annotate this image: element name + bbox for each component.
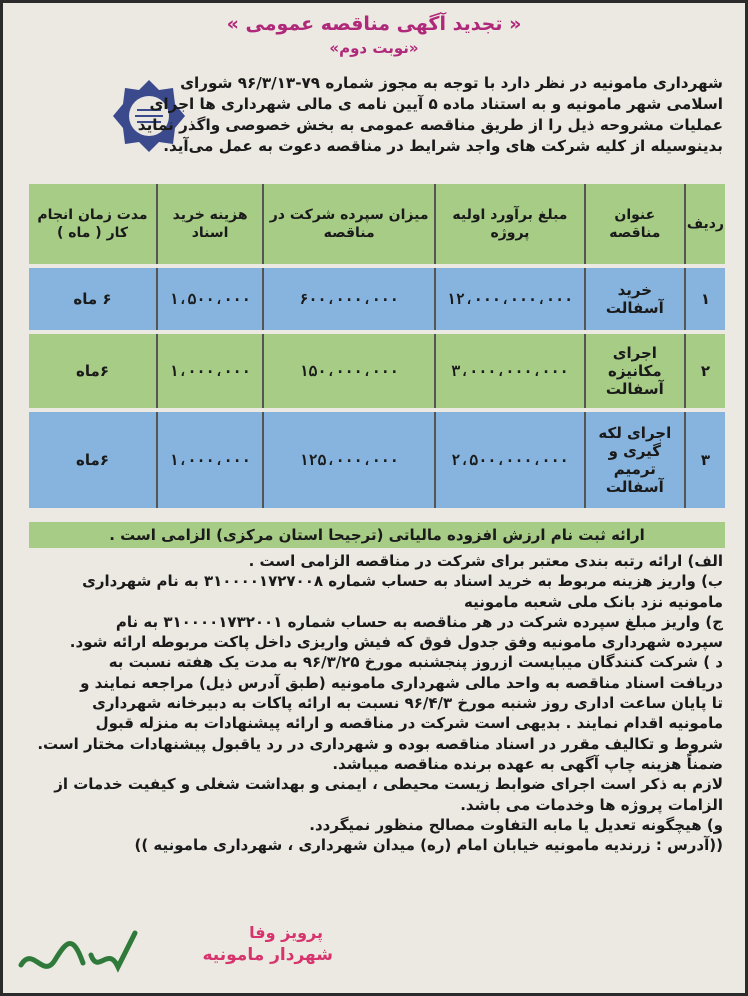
condition-line: ((آدرس : زرندیه مامونیه خیابان امام (ره) میدان شهرداری ، شهرداری مامونیه ))	[134, 836, 723, 855]
notice-title: « تجدید آگهی مناقصه عمومی »	[226, 13, 522, 35]
cell-estimate: ۲،۵۰۰،۰۰۰،۰۰۰	[434, 412, 584, 508]
cell-duration: ۶ ماه	[29, 268, 156, 330]
cell-duration: ۶ماه	[29, 334, 156, 408]
condition-line: ج) واریز مبلغ سپرده شرکت در هر مناقصه به حساب شماره ۳۱۰۰۰۰۱۷۳۲۰۰۱ به نام	[115, 612, 723, 631]
condition-line: دریافت اسناد مناقصه به واحد مالی شهرداری مامونیه (طبق آدرس ذیل) مراجعه نمایند و	[80, 673, 723, 692]
intro-line: بدینوسیله از کلیه شرکت های واجد شرایط در مناقصه دعوت به عمل می‌آید.	[163, 137, 723, 155]
condition-line: سپرده شهرداری مامونیه وفق جدول فوق که فیش واریزی داخل پاکت مربوطه ارائه شود.	[69, 633, 723, 652]
condition-line: د ) شرکت کنندگان میبایست ازروز پنجشنبه مورخ ۹۶/۳/۲۵ به مدت یک هفته نسبت به	[108, 653, 723, 672]
cell-title: اجرای مکانیزه آسفالت	[584, 334, 684, 408]
table-row	[29, 334, 725, 408]
cell-index: ۳	[684, 412, 725, 508]
cell-doc-fee: ۱،۰۰۰،۰۰۰	[156, 412, 262, 508]
intro-paragraph	[137, 73, 723, 157]
signature-block	[103, 923, 333, 989]
intro-line: اسلامی شهر مامونیه و به استناد ماده ۵ آیین نامه ی مالی شهرداری ها اجرای	[149, 95, 723, 113]
tender-table	[29, 180, 725, 512]
condition-line: ب) واریز هزینه مربوط به خرید اسناد به حساب شماره ۳۱۰۰۰۰۱۷۲۷۰۰۸ به نام شهرداری	[82, 572, 723, 591]
signatory-name: پرویز وفا	[249, 923, 323, 942]
vat-note: ارائه ثبت نام ارزش افزوده مالیاتی (ترجیحا استان مرکزی) الزامی است .	[29, 522, 725, 548]
cell-index: ۱	[684, 268, 725, 330]
cell-doc-fee: ۱،۰۰۰،۰۰۰	[156, 334, 262, 408]
intro-line: شهرداری مامونیه در نظر دارد با توجه به مجوز شماره ۷۹-۹۶/۳/۱۳ شورای	[180, 74, 723, 92]
header-estimate: مبلغ برآورد اولیه پروژه	[434, 184, 584, 264]
condition-line: لازم به ذکر است اجرای ضوابط زیست محیطی ، ایمنی و بهداشت شغلی و کیفیت خدمات از	[54, 775, 723, 794]
condition-line: ضمناً هزینه چاپ آگهی به عهده برنده مناقصه میباشد.	[332, 754, 723, 773]
table-row	[29, 268, 725, 330]
notice-header	[3, 3, 745, 57]
handwritten-signature-icon	[13, 925, 143, 985]
cell-title: خرید آسفالت	[584, 268, 684, 330]
header-doc-fee: هزینه خرید اسناد	[156, 184, 262, 264]
condition-line: مامونیه اقدام نمایند . بدیهی است شرکت در مناقصه و ارائه پیشنهادات به منزله قبول	[95, 714, 723, 733]
cell-estimate: ۱۲،۰۰۰،۰۰۰،۰۰۰	[434, 268, 584, 330]
cell-duration: ۶ماه	[29, 412, 156, 508]
header-index: ردیف	[684, 184, 725, 264]
notice-subtitle: «نوبت دوم»	[329, 39, 419, 57]
condition-line: الزامات پروژه ها وخدمات می باشد.	[460, 795, 723, 814]
condition-line: الف) ارائه رتبه بندی معتبر برای شرکت در مناقصه الزامی است .	[248, 552, 723, 570]
condition-line: شروط و تکالیف مقرر در اسناد مناقصه بوده و شهرداری در رد یاقبول پیشنهادات مختار است.	[37, 734, 723, 753]
condition-line: تا پایان ساعت اداری روز شنبه مورخ ۹۶/۴/۳ نسبت به ارائه پاکات به دبیرخانه شهرداری	[92, 694, 723, 713]
cell-estimate: ۳،۰۰۰،۰۰۰،۰۰۰	[434, 334, 584, 408]
header-duration: مدت زمان انجام کار ( ماه )	[29, 184, 156, 264]
condition-line: و) هیچگونه تعدیل یا مابه التفاوت مصالح منظور نمیگردد.	[309, 815, 723, 834]
cell-deposit: ۱۵۰،۰۰۰،۰۰۰	[262, 334, 434, 408]
cell-doc-fee: ۱،۵۰۰،۰۰۰	[156, 268, 262, 330]
cell-title: اجرای لکه گیری و ترمیم آسفالت	[584, 412, 684, 508]
cell-deposit: ۱۲۵،۰۰۰،۰۰۰	[262, 412, 434, 508]
header-title: عنوان مناقصه	[584, 184, 684, 264]
table-header-row	[29, 184, 725, 264]
header-deposit: میزان سپرده شرکت در مناقصه	[262, 184, 434, 264]
table-row	[29, 412, 725, 508]
signatory-title: شهردار مامونیه	[202, 945, 333, 965]
intro-line: عملیات مشروحه ذیل را از طریق مناقصه عمومی به بخش خصوصی واگذر نماید	[137, 116, 723, 134]
conditions-list	[23, 551, 723, 855]
cell-deposit: ۶۰۰،۰۰۰،۰۰۰	[262, 268, 434, 330]
cell-index: ۲	[684, 334, 725, 408]
condition-line: مامونیه نزد بانک ملی شعبه مامونیه	[464, 592, 723, 611]
